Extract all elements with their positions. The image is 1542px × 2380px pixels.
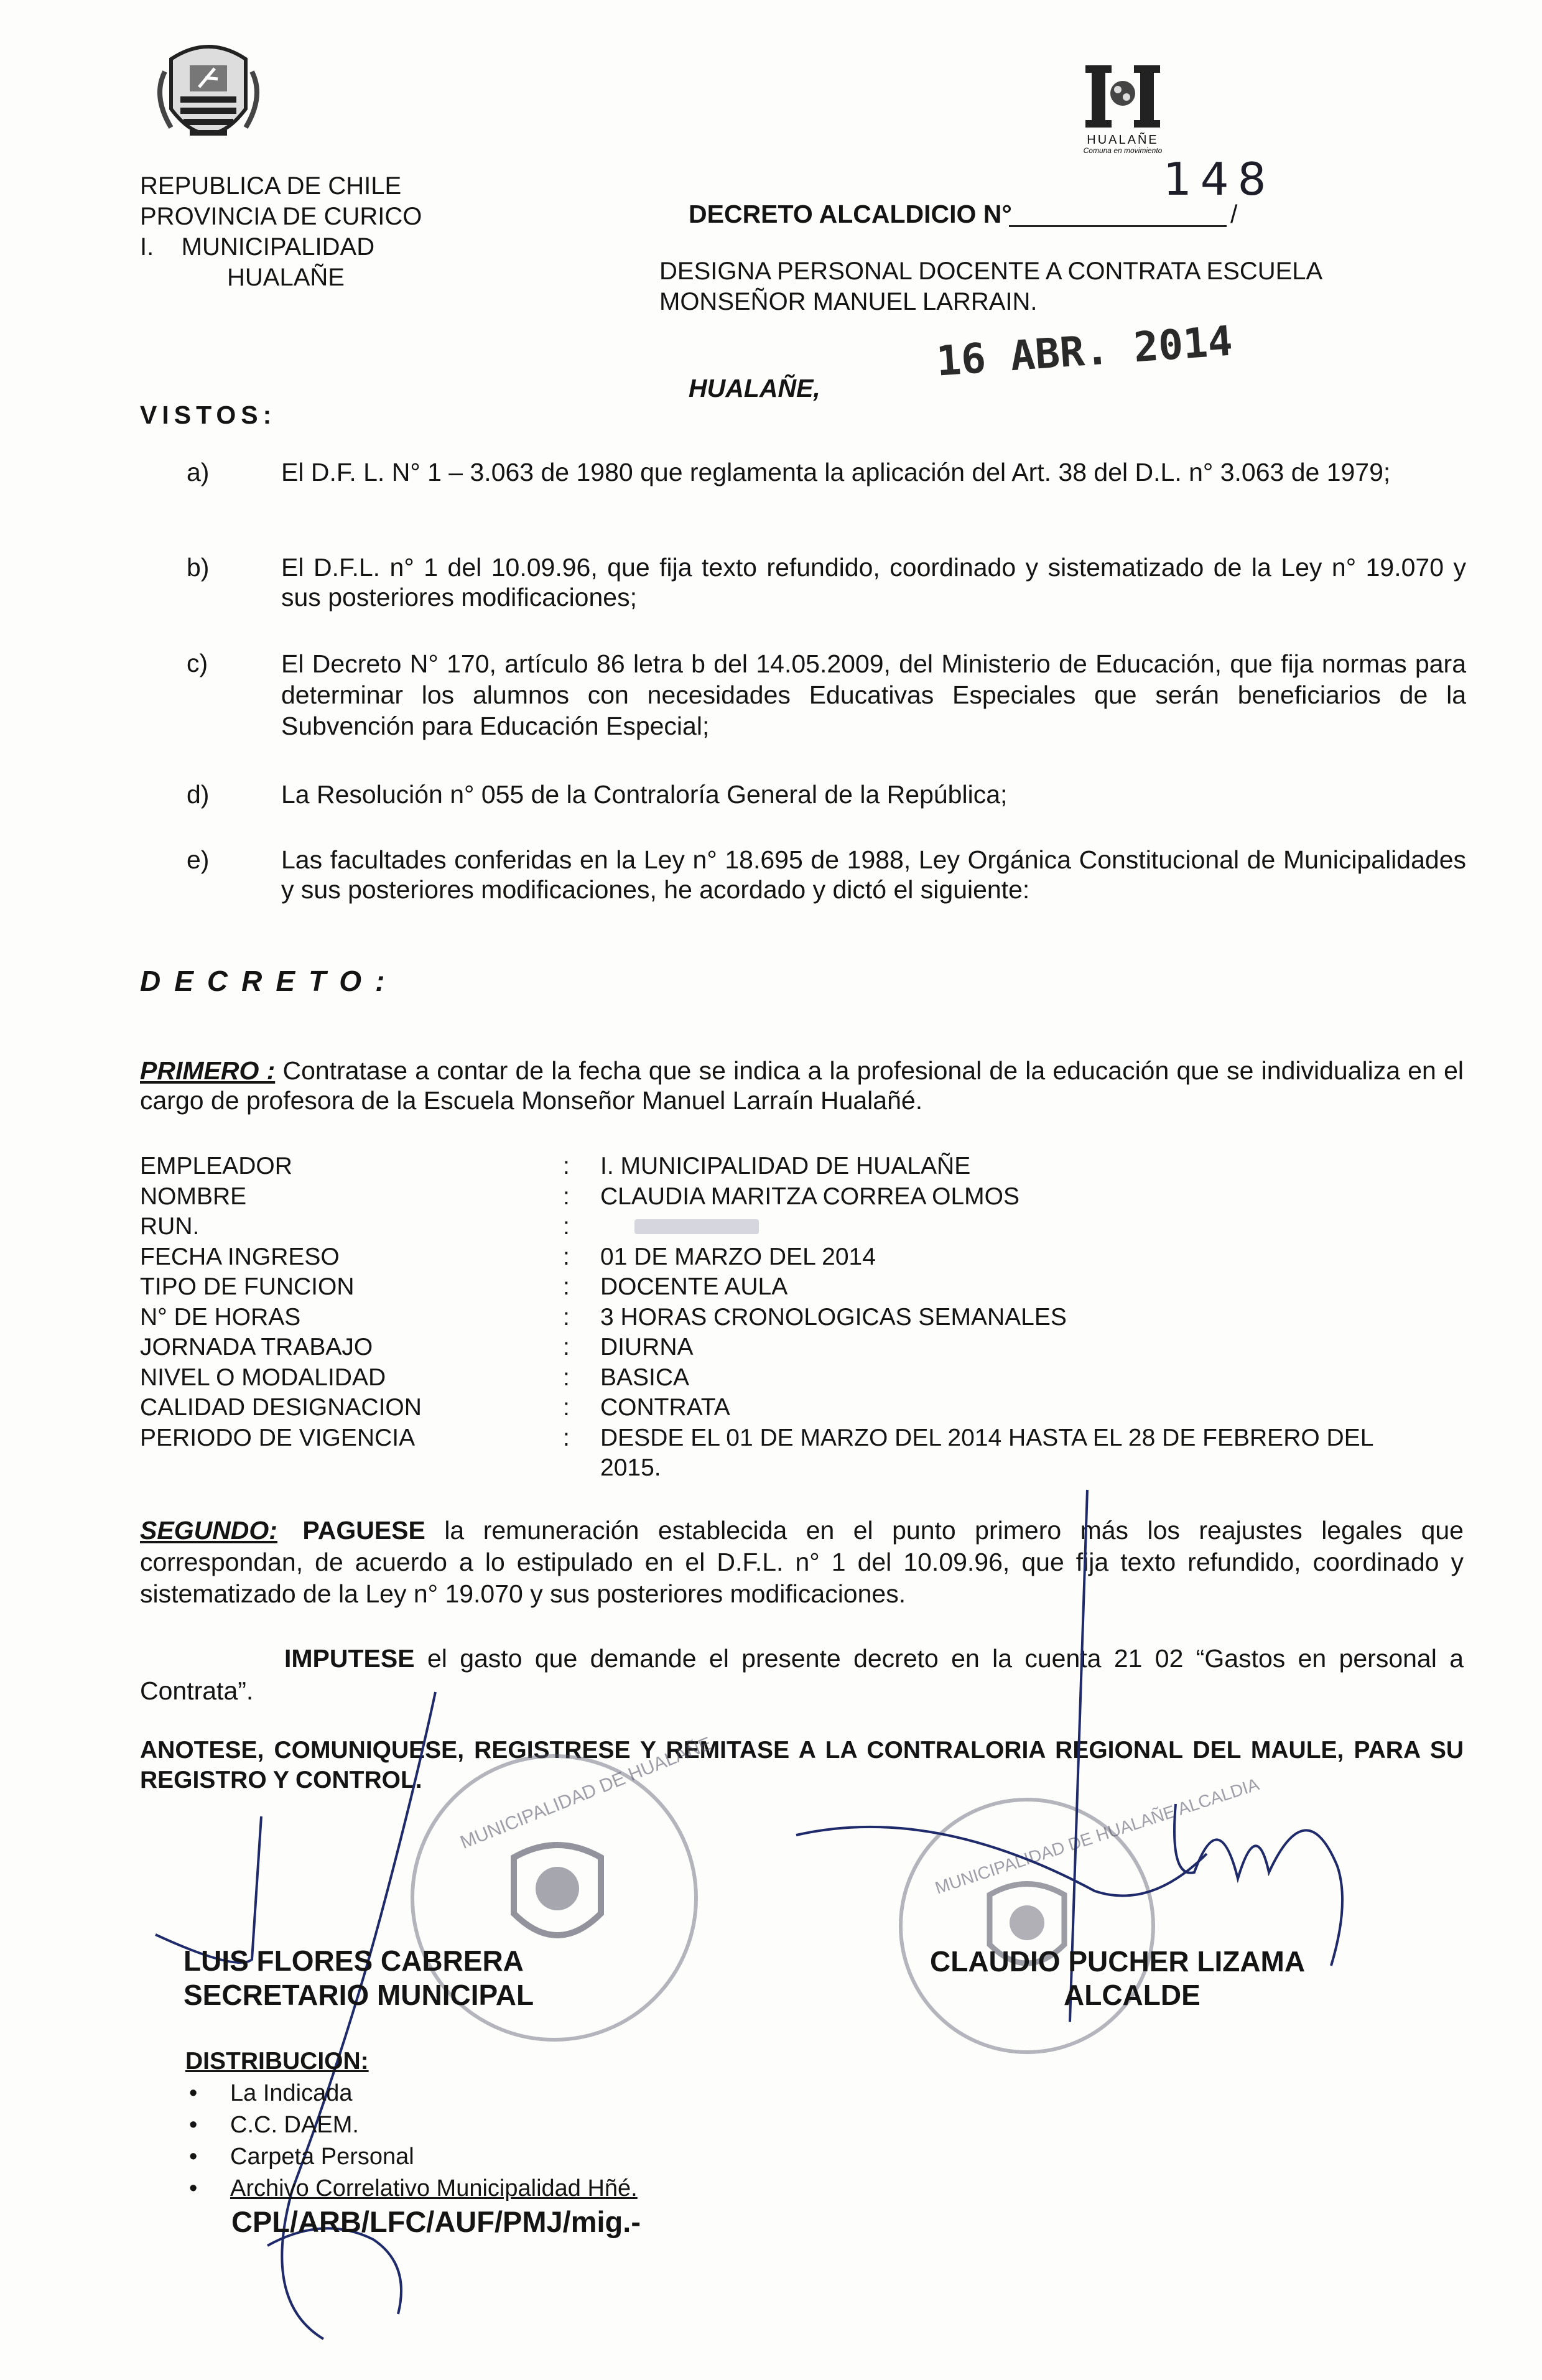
logo-tagline: Comuna en movimiento [1083,146,1163,155]
secretary-name: LUIS FLORES CABRERA [183,1945,524,1977]
primero-text: Contratase a contar de la fecha que se indica a la profesional de la educación que se individualiza en el cargo de profesora de la Escuela Monseñor Manuel Larraín Hualañé. [140,1056,1464,1115]
pen-vertical-line [1070,1490,1087,2022]
detail-label: NIVEL O MODALIDAD [140,1364,386,1391]
detail-label: CALIDAD DESIGNACION [140,1394,422,1421]
logo-text: HUALAÑE [1087,133,1159,147]
detail-label: FECHA INGRESO [140,1243,340,1270]
detail-value: BASICA [600,1364,690,1391]
segundo-lead: PAGUESE [302,1516,425,1545]
vistos-marker-c: c) [187,649,208,677]
detail-value: DESDE EL 01 DE MARZO DEL 2014 HASTA EL 28 DE FEBRERO DEL 2015. [600,1424,1373,1481]
header-line-municipality: I. MUNICIPALIDAD [140,233,375,261]
list-item: • Carpeta Personal [185,2141,638,2173]
mayor-title: ALCALDE [1064,1979,1201,2011]
distribution-list [185,2078,638,2205]
place-label: HUALAÑE, [689,374,820,402]
imputese-lead: IMPUTESE [284,1644,415,1673]
seal-left-text: MUNICIPALIDAD DE HUALAÑE [457,1733,715,1853]
detail-colon: : [563,1183,570,1210]
detail-colon: : [563,1243,570,1270]
date-stamp: 16 ABR. 2014 [934,317,1234,386]
header-line-republic: REPUBLICA DE CHILE [140,172,402,200]
vistos-item-a: El D.F. L. N° 1 – 3.063 de 1980 que reglamenta la aplicación del Art. 38 del D.L. n° 3.063 de 1979; [281,458,1391,486]
imputese-text: el gasto que demande el presente decreto en la cuenta 21 02 “Gastos en personal a Contrata”. [140,1644,1464,1705]
header-line-commune: HUALAÑE [227,264,345,291]
detail-label: PERIODO DE VIGENCIA [140,1424,416,1451]
decree-slash: / [1230,200,1238,228]
vistos-item-e: Las facultades conferidas en la Ley n° 18.695 de 1988, Ley Orgánica Constitucional de Municipalidades y sus posteriores modificaciones, he acordado y dictó el siguiente: [281,845,1466,904]
detail-colon: : [563,1424,570,1451]
detail-value: CONTRATA [600,1394,730,1421]
header-line-province: PROVINCIA DE CURICO [140,203,422,230]
detail-value: DIURNA [600,1334,694,1360]
secretary-initial-stroke [156,1816,261,1963]
detail-value: DOCENTE AULA [600,1273,788,1300]
list-item: • La Indicada [185,2078,638,2109]
vistos-item-c: El Decreto N° 170, artículo 86 letra b del 14.05.2009, del Ministerio de Educación, que fija normas para determinar los alumnos con necesidades Educativas Especiales que serán beneficiarios de la Subvención para Educación Especial; [281,649,1466,740]
detail-colon: : [563,1303,570,1331]
list-item: • C.C. DAEM. [185,2109,638,2141]
detail-label: RUN. [140,1213,200,1240]
decree-number-handwritten: 148 [1163,153,1275,205]
segundo-text: la remuneración establecida en el punto primero más los reajustes legales que correspondan, de acuerdo a lo estipulado en el D.F.L. n° 1 del 10.09.96, que fija texto refundido, coordinado y sistematizado de la Ley n° 19.070 y sus posteriores modificaciones. [140,1516,1464,1608]
decree-subject: DESIGNA PERSONAL DOCENTE A CONTRATA ESCUELA MONSEÑOR MANUEL LARRAIN. [659,258,1321,315]
detail-label: TIPO DE FUNCION [140,1273,355,1300]
detail-value: 3 HORAS CRONOLOGICAS SEMANALES [600,1303,1067,1331]
vistos-item-d: La Resolución n° 055 de la Contraloría General de la República; [281,780,1008,809]
detail-colon: : [563,1213,570,1240]
anotese-paragraph: ANOTESE, COMUNIQUESE, REGISTRESE Y REMITASE A LA CONTRALORIA REGIONAL DEL MAULE, PARA SU REGISTRO Y CONTROL. [140,1737,1464,1793]
detail-colon: : [563,1334,570,1360]
decreto-title: DECRETO: [140,965,399,997]
detail-value: CLAUDIA MARITZA CORREA OLMOS [600,1183,1019,1210]
detail-label: N° DE HORAS [140,1303,301,1331]
detail-colon: : [563,1153,570,1179]
detail-colon: : [563,1394,570,1421]
detail-colon: : [563,1364,570,1391]
distribution-title: DISTRIBUCION: [185,2048,369,2075]
detail-label: JORNADA TRABAJO [140,1334,373,1360]
secretary-title: SECRETARIO MUNICIPAL [183,1979,534,2011]
detail-label: EMPLEADOR [140,1153,292,1179]
secretary-signature-stroke [282,1692,435,2339]
vistos-title: VISTOS: [140,401,277,429]
archive-scribble [267,2228,401,2314]
vistos-marker-b: b) [187,553,210,582]
list-item: • Archivo Correlativo Municipalidad Hñé. [185,2173,638,2205]
detail-value: I. MUNICIPALIDAD DE HUALAÑE [600,1153,971,1179]
detail-value: 01 DE MARZO DEL 2014 [600,1243,876,1270]
distribution-initials: CPL/ARB/LFC/AUF/PMJ/mig.- [231,2205,641,2238]
mayor-signature-stroke [796,1804,1342,1966]
mayor-name: CLAUDIO PUCHER LIZAMA [930,1945,1306,1978]
vistos-marker-d: d) [187,780,210,809]
detail-label: NOMBRE [140,1183,247,1210]
segundo-label: SEGUNDO: [140,1516,277,1545]
vistos-item-b: El D.F.L. n° 1 del 10.09.96, que fija texto refundido, coordinado y sistematizado de la Ley n° 19.070 y sus posteriores modificaciones; [281,553,1466,611]
vistos-marker-a: a) [187,458,210,486]
decree-label: DECRETO ALCALDICIO N° [689,200,1012,228]
primero-label: PRIMERO : [140,1056,276,1085]
vistos-marker-e: e) [187,845,210,874]
detail-colon: : [563,1273,570,1300]
seal-right-text: MUNICIPALIDAD DE HUALAÑE ALCALDIA [932,1774,1261,1898]
